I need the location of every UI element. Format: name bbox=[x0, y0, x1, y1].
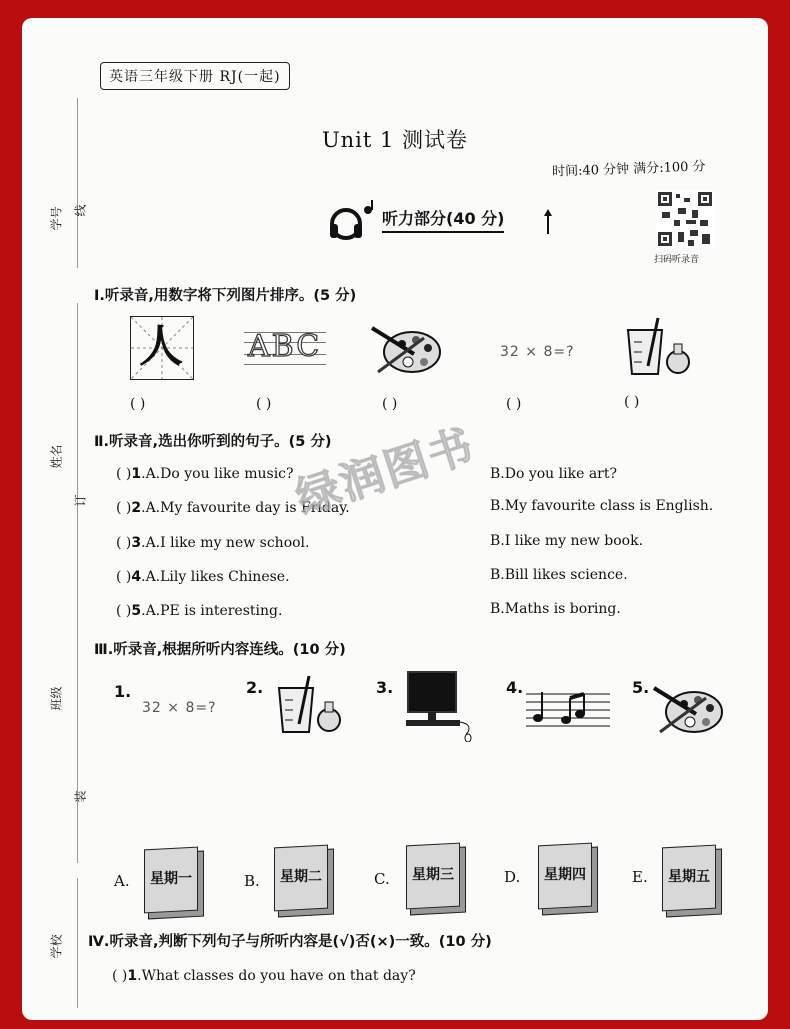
calendar-label: 星期五 bbox=[668, 869, 710, 885]
match-number-4: 4. bbox=[506, 678, 524, 697]
item-number: 2 bbox=[131, 500, 142, 516]
part2-heading: Ⅱ.听录音,选出你听到的句子。(5 分) bbox=[94, 434, 332, 450]
answer-paren[interactable]: ( ) bbox=[116, 603, 132, 619]
match-number-1: 1. bbox=[114, 682, 132, 701]
part2-item-5 bbox=[116, 603, 282, 619]
part2-item-5-option-b[interactable]: B.Maths is boring. bbox=[490, 601, 621, 617]
part4-item-1 bbox=[112, 968, 416, 984]
worksheet-page bbox=[22, 18, 768, 1020]
answer-blank-5[interactable]: ( ) bbox=[624, 394, 640, 410]
item-number: 4 bbox=[131, 569, 142, 585]
margin-label-staple: 订 bbox=[73, 494, 88, 507]
answer-paren[interactable]: ( ) bbox=[116, 569, 132, 585]
margin-label-line: 线 bbox=[73, 204, 88, 217]
match-number-5: 5. bbox=[632, 678, 650, 697]
margin-label-school: 学校 bbox=[49, 934, 64, 959]
part2-item-3 bbox=[116, 535, 310, 551]
answer-paren[interactable]: ( ) bbox=[116, 466, 132, 482]
match-number-3: 3. bbox=[376, 678, 394, 697]
answer-blank-3[interactable]: ( ) bbox=[382, 396, 398, 412]
option-a[interactable]: .A.I like my new school. bbox=[141, 535, 310, 551]
part1-heading: Ⅰ.听录音,用数字将下列图片排序。(5 分) bbox=[94, 288, 357, 304]
answer-paren[interactable]: ( ) bbox=[116, 500, 132, 516]
calendar-label: 星期二 bbox=[280, 869, 322, 885]
item-text: .What classes do you have on that day? bbox=[137, 968, 416, 984]
page-title: Unit 1 测试卷 bbox=[321, 128, 469, 152]
margin-label-name: 姓名 bbox=[49, 444, 64, 469]
guide-line bbox=[244, 364, 326, 365]
math-problem: 32 × 8=? bbox=[142, 700, 217, 716]
calendar-tuesday[interactable] bbox=[274, 844, 334, 914]
option-letter-d: D. bbox=[504, 868, 521, 886]
time-score-info: 时间:40 分钟 满分:100 分 bbox=[551, 159, 706, 180]
calendar-label: 星期三 bbox=[412, 867, 454, 883]
margin-label-class: 班级 bbox=[49, 686, 64, 711]
margin-label-bind: 装 bbox=[73, 790, 88, 803]
margin-label-id: 学号 bbox=[49, 206, 64, 231]
calendar-thursday[interactable] bbox=[538, 842, 598, 912]
abc-text: ABC bbox=[248, 329, 322, 364]
chinese-character: 人 bbox=[139, 321, 183, 372]
part3-heading: Ⅲ.听录音,根据所听内容连线。(10 分) bbox=[94, 642, 346, 658]
book-tag: 英语三年级下册 RJ(一起) bbox=[100, 62, 290, 90]
publisher-watermark: 绿润图书 bbox=[290, 419, 481, 525]
listening-section-title: 听力部分(40 分) bbox=[382, 206, 504, 233]
calendar-monday[interactable] bbox=[144, 846, 204, 916]
option-letter-e: E. bbox=[632, 868, 648, 886]
answer-paren[interactable]: ( ) bbox=[112, 968, 128, 984]
part4-heading: Ⅳ.听录音,判断下列句子与所听内容是(√)否(×)一致。(10 分) bbox=[88, 934, 492, 950]
math-problem: 32 × 8=? bbox=[500, 344, 575, 360]
item-number: 1 bbox=[127, 968, 138, 984]
part2-item-1-option-b[interactable]: B.Do you like art? bbox=[490, 466, 617, 482]
binding-line-middle bbox=[77, 303, 78, 863]
headphones-icon bbox=[326, 200, 380, 246]
beaker-flask-icon bbox=[272, 674, 346, 736]
option-letter-b: B. bbox=[244, 872, 260, 890]
item-number: 3 bbox=[131, 535, 142, 551]
answer-blank-2[interactable]: ( ) bbox=[256, 396, 272, 412]
option-letter-c: C. bbox=[374, 870, 390, 888]
option-a[interactable]: .A.My favourite day is Friday. bbox=[141, 500, 350, 516]
item-number: 5 bbox=[131, 603, 142, 619]
abc-letters-picture bbox=[244, 324, 326, 368]
option-a[interactable]: .A.PE is interesting. bbox=[141, 603, 283, 619]
paint-palette-icon bbox=[368, 318, 444, 382]
calendar-label: 星期四 bbox=[544, 867, 586, 883]
part2-item-2-option-b[interactable]: B.My favourite class is English. bbox=[490, 498, 714, 514]
arrow-up-icon bbox=[542, 208, 554, 234]
paint-palette-icon bbox=[650, 678, 726, 742]
calendar-friday[interactable] bbox=[662, 844, 722, 914]
calendar-label: 星期一 bbox=[150, 871, 192, 887]
part2-item-4 bbox=[116, 569, 290, 585]
part2-item-4-option-b[interactable]: B.Bill likes science. bbox=[490, 567, 628, 583]
answer-paren[interactable]: ( ) bbox=[116, 535, 132, 551]
computer-icon bbox=[402, 670, 476, 742]
part2-item-3-option-b[interactable]: B.I like my new book. bbox=[490, 533, 644, 549]
part2-item-1 bbox=[116, 466, 294, 482]
binding-line-bottom bbox=[77, 878, 78, 1008]
option-a[interactable]: .A.Lily likes Chinese. bbox=[141, 569, 290, 585]
answer-blank-1[interactable]: ( ) bbox=[130, 396, 146, 412]
calendar-wednesday[interactable] bbox=[406, 842, 466, 912]
item-number: 1 bbox=[131, 466, 142, 482]
chinese-character-grid bbox=[130, 316, 194, 380]
option-letter-a: A. bbox=[114, 872, 130, 890]
match-number-2: 2. bbox=[246, 678, 264, 697]
qr-label: 扫码听录音 bbox=[654, 255, 700, 265]
music-notes-icon bbox=[526, 686, 610, 732]
qr-code-icon[interactable] bbox=[656, 190, 714, 248]
option-a[interactable]: .A.Do you like music? bbox=[141, 466, 294, 482]
answer-blank-4[interactable]: ( ) bbox=[506, 396, 522, 412]
beaker-flask-icon bbox=[622, 316, 694, 378]
